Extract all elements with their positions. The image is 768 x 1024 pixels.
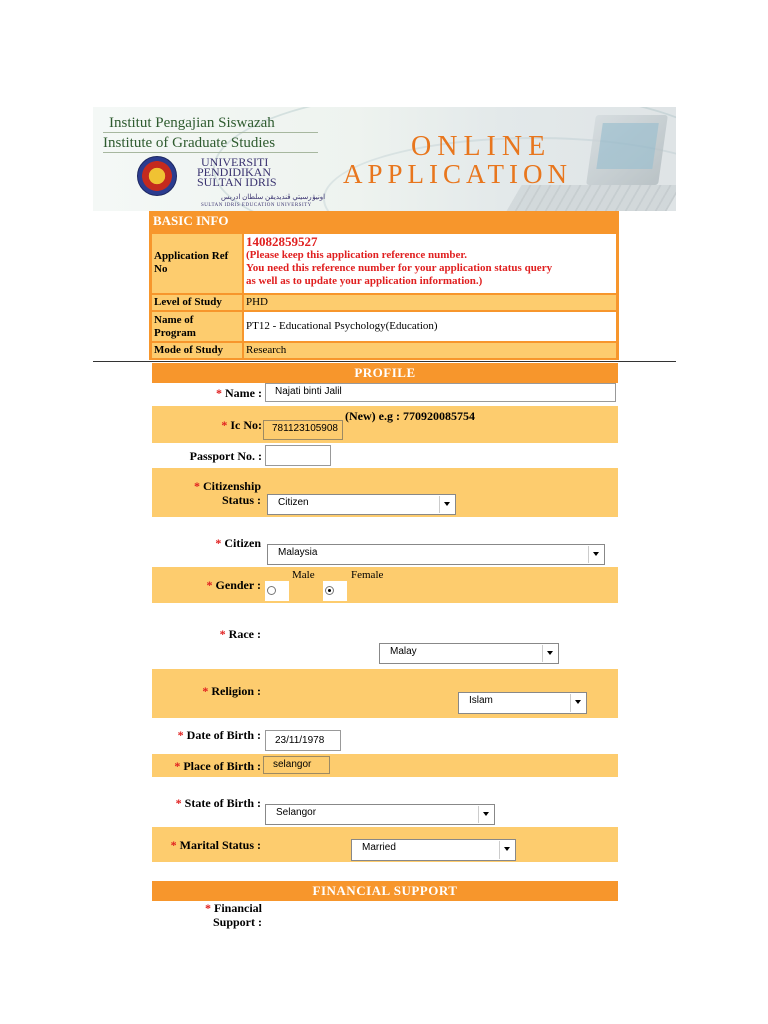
financial-support-label: * Financial Support : bbox=[204, 901, 262, 929]
citizenship-status-label: * Citizenship Status : bbox=[193, 479, 261, 507]
level-value: PHD bbox=[246, 296, 269, 308]
ic-number-input[interactable]: 781123105908 bbox=[263, 420, 343, 440]
dob-input[interactable]: 23/11/1978 bbox=[265, 730, 341, 751]
gender-label: * Gender : bbox=[206, 578, 261, 592]
mode-label: Mode of Study bbox=[154, 344, 224, 356]
ic-label: * Ic No: bbox=[221, 418, 262, 432]
financial-support-header: FINANCIAL SUPPORT bbox=[152, 881, 618, 901]
profile-header: PROFILE bbox=[152, 363, 618, 383]
university-name-jawi: اونيۏرسيتي ڤنديديقن سلطان ادريس bbox=[221, 193, 326, 201]
passport-input[interactable] bbox=[265, 445, 331, 466]
marital-status-select[interactable]: Married bbox=[351, 839, 516, 861]
citizenship-status-select[interactable]: Citizen bbox=[267, 494, 456, 515]
ic-format-hint: (New) e.g : 770920085754 bbox=[345, 409, 475, 423]
program-value: PT12 - Educational Psychology(Education) bbox=[246, 320, 438, 332]
chevron-down-icon bbox=[542, 645, 557, 662]
chevron-down-icon bbox=[588, 546, 603, 563]
sob-label: * State of Birth : bbox=[175, 796, 261, 810]
level-value-cell bbox=[244, 295, 616, 310]
program-value-cell bbox=[244, 312, 616, 341]
gender-female-radio[interactable] bbox=[325, 586, 334, 595]
header-banner bbox=[93, 107, 676, 211]
level-label: Level of Study bbox=[154, 296, 222, 308]
citizen-label: * Citizen bbox=[215, 536, 261, 550]
level-label-cell bbox=[152, 295, 242, 310]
chevron-down-icon bbox=[478, 806, 493, 823]
institute-name-malay: Institut Pengajian Siswazah bbox=[109, 115, 275, 131]
university-name-english: SULTAN IDRIS EDUCATION UNIVERSITY bbox=[201, 203, 312, 208]
application-ref-number: 14082859527 bbox=[246, 234, 318, 249]
basic-info-header: BASIC INFO bbox=[153, 213, 229, 228]
banner-title-online: ONLINE bbox=[411, 131, 552, 162]
name-label: * Name : bbox=[216, 386, 262, 400]
name-input[interactable]: Najati binti Jalil bbox=[265, 383, 616, 402]
race-select[interactable]: Malay bbox=[379, 643, 559, 664]
institute-name-english: Institute of Graduate Studies bbox=[103, 135, 276, 151]
banner-divider bbox=[103, 152, 318, 153]
pob-label: * Place of Birth : bbox=[174, 759, 261, 773]
mode-value-cell bbox=[244, 343, 616, 358]
citizen-country-select[interactable]: Malaysia bbox=[267, 544, 605, 565]
state-of-birth-select[interactable]: Selangor bbox=[265, 804, 495, 825]
gender-female-radio-box bbox=[323, 581, 347, 601]
mode-value: Research bbox=[246, 344, 287, 356]
gender-male-label: Male bbox=[292, 569, 315, 581]
banner-title-application: APPLICATION bbox=[343, 159, 573, 189]
race-label: * Race : bbox=[219, 627, 261, 641]
program-label-cell bbox=[152, 312, 242, 341]
ref-note-line1: (Please keep this application reference number. bbox=[246, 249, 467, 261]
passport-label: Passport No. : bbox=[189, 449, 262, 463]
ref-label: Application Ref No bbox=[154, 250, 229, 275]
banner-divider bbox=[103, 132, 318, 133]
ref-label-cell bbox=[152, 234, 242, 293]
horizontal-divider bbox=[93, 361, 676, 362]
university-seal-logo bbox=[137, 156, 177, 196]
gender-male-radio-box bbox=[265, 581, 289, 601]
mode-label-cell bbox=[152, 343, 242, 358]
ref-note-line2: You need this reference number for your application status query bbox=[246, 262, 553, 274]
program-label: Name of Program bbox=[154, 314, 196, 339]
gender-female-label: Female bbox=[351, 569, 384, 581]
ref-value-cell bbox=[244, 234, 616, 293]
chevron-down-icon bbox=[499, 841, 514, 859]
gender-male-radio[interactable] bbox=[267, 586, 276, 595]
dob-label: * Date of Birth : bbox=[177, 728, 261, 742]
chevron-down-icon bbox=[570, 694, 585, 712]
university-name: UNIVERSITI PENDIDIKAN SULTAN IDRIS bbox=[197, 155, 277, 189]
basic-info-table bbox=[149, 211, 619, 360]
pob-input[interactable]: selangor bbox=[263, 756, 330, 774]
monitor-graphic bbox=[586, 115, 668, 185]
marital-status-label: * Marital Status : bbox=[170, 838, 261, 852]
religion-select[interactable]: Islam bbox=[458, 692, 587, 714]
chevron-down-icon bbox=[439, 496, 454, 513]
ref-note-line3: as well as to update your application information.) bbox=[246, 275, 483, 287]
religion-label: * Religion : bbox=[202, 684, 261, 698]
